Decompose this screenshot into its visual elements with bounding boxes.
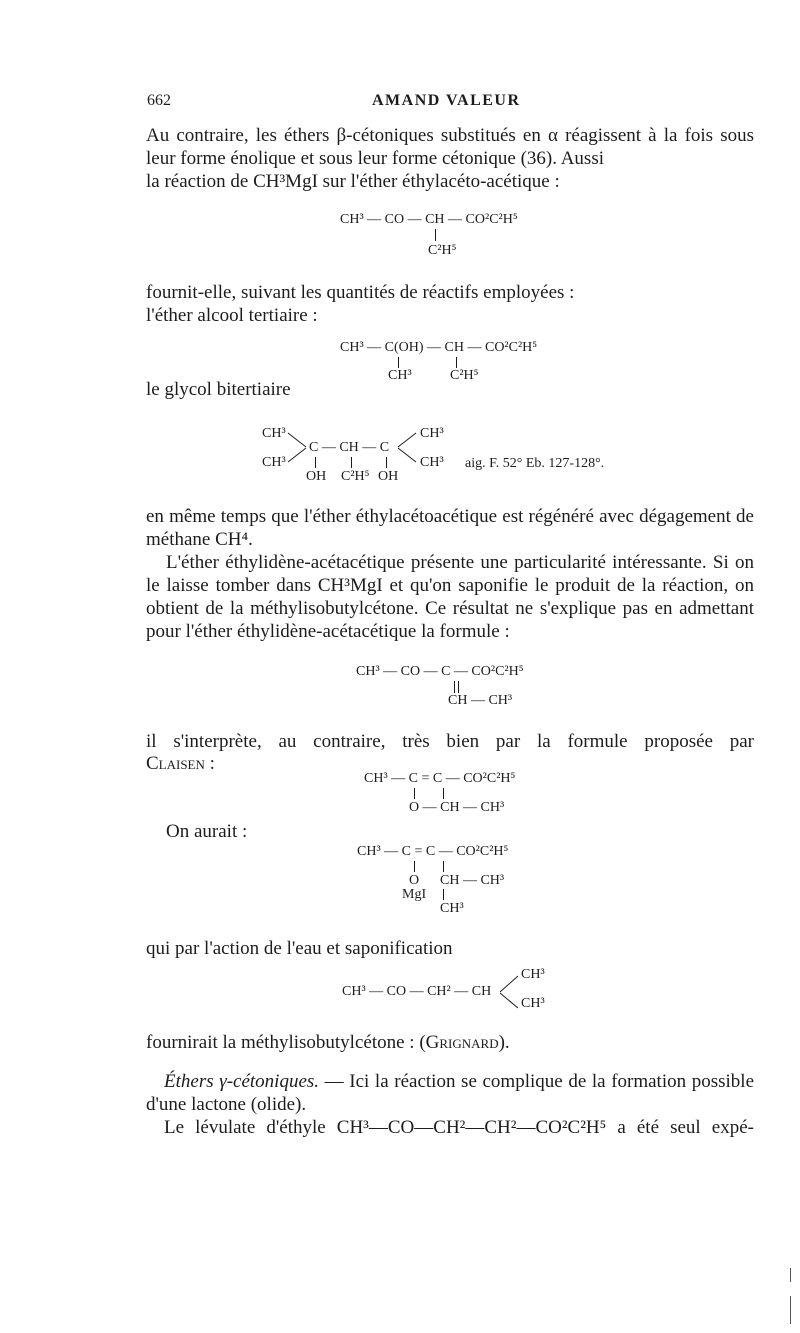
- paragraph-8: [146, 1031, 510, 1054]
- formula-6-bond-1: [414, 861, 415, 872]
- section-heading-gamma-ketonic: Éthers γ-cétoniques.: [164, 1071, 320, 1092]
- paragraph-10: Le lévulate d'éthyle CH³—CO—CH²—CH²—CO²C²H⁵ a été seul expé-: [164, 1117, 754, 1138]
- formula-3-sub-3: OH: [378, 469, 399, 484]
- formula-3-bond-2: [351, 457, 352, 468]
- formula-7-top-right: CH³: [521, 967, 545, 982]
- formula-6-bond-3: [443, 889, 444, 900]
- formula-2-sub-2: C²H⁵: [450, 368, 479, 383]
- paragraph-8-text: fournirait la méthylisobutylcétone : (: [146, 1032, 426, 1053]
- paragraph-4: L'éther éthylidène-acétacétique présente une particularité intéressante. Si on le laisse tomber dans CH³MgI et qu'on saponifie le produit de la réaction, on obtient de la méthylisobutylcétone. Ce résultat ne s'explique pas en admettant pour l'éther éthylidène-acétacétique la formule :: [146, 552, 754, 642]
- formula-5-main: CH³ — C = C — CO²C²H⁵: [364, 771, 516, 786]
- scan-mark-2: [790, 1296, 791, 1324]
- paragraph-8-close: ).: [498, 1032, 510, 1053]
- formula-2-sub-1: CH³: [388, 368, 412, 383]
- paragraph-2-b: l'éther alcool tertiaire :: [146, 305, 318, 326]
- formula-3-middle: C — CH — C: [309, 440, 390, 455]
- paragraph-5-b: Claisen :: [146, 753, 215, 774]
- formula-4-main: CH³ — CO — C — CO²C²H⁵: [356, 664, 524, 679]
- formula-3-top-right: CH³: [420, 426, 444, 441]
- formula-6-bond-2: [443, 861, 444, 872]
- formula-1-bond: [435, 229, 436, 241]
- formula-3-sub-1: OH: [306, 469, 327, 484]
- author-grignard: Grignard: [425, 1032, 499, 1053]
- formula-3-top-left: CH³: [262, 426, 286, 441]
- formula-2-main: CH³ — C(OH) — CH — CO²C²H⁵: [340, 340, 538, 355]
- formula-7-main: CH³ — CO — CH² — CH: [342, 984, 492, 999]
- paragraph-5-a: il s'interprète, au contraire, très bien par la formule proposée par: [146, 731, 754, 752]
- paragraph-7: qui par l'action de l'eau et saponification: [146, 938, 453, 959]
- paragraph-6: On aurait :: [166, 821, 248, 842]
- formula-6-mgi: MgI: [402, 887, 427, 902]
- formula-5-sub: O — CH — CH³: [409, 800, 505, 815]
- running-title: AMAND VALEUR: [372, 92, 521, 109]
- formula-6-main: CH³ — C = C — CO²C²H⁵: [357, 844, 509, 859]
- formula-3-note: aig. F. 52° Eb. 127-128°.: [465, 456, 605, 471]
- formula-5-bond-1: [414, 788, 415, 799]
- paragraph-9: [146, 1070, 754, 1116]
- formula-1-main: CH³ — CO — CH — CO²C²H⁵: [340, 212, 518, 227]
- paragraph-1-last-line: la réaction de CH³MgI sur l'éther éthylacéto-acétique :: [146, 171, 560, 192]
- formula-3-bottom-left: CH³: [262, 455, 286, 470]
- formula-2-bond-1: [398, 357, 399, 368]
- formula-3-bond-3: [386, 457, 387, 468]
- paragraph-1: Au contraire, les éthers β-cétoniques substitués en α réagissent à la fois sous leur forme énolique et sous leur forme cétonique (36). Aussi: [146, 125, 754, 169]
- formula-1-sub: C²H⁵: [428, 243, 457, 258]
- formula-7-bottom-right: CH³: [521, 996, 545, 1011]
- formula-6-o: O: [409, 873, 420, 888]
- formula-7-branch: [498, 973, 522, 1011]
- formula-5-bond-2: [443, 788, 444, 799]
- formula-3-sub-2: C²H⁵: [341, 469, 370, 484]
- paragraph-2: fournit-elle, suivant les quantités de réactifs employées :: [146, 282, 575, 303]
- paragraph-9-text: — Ici la réaction se complique de la formation possible d'une lactone (olide).: [146, 1071, 755, 1115]
- paragraph-3: en même temps que l'éther éthylacétoacétique est régénéré avec dégagement de méthane CH⁴.: [146, 506, 754, 550]
- page-number: 662: [147, 92, 171, 109]
- formula-3-left-branch: [286, 430, 310, 466]
- formula-6-ch3: CH³: [440, 901, 464, 916]
- formula-4-double-bond: [454, 681, 459, 693]
- formula-6-ch: CH — CH³: [440, 873, 505, 888]
- formula-2-bond-2: [456, 357, 457, 368]
- formula-3-bond-1: [315, 457, 316, 468]
- paragraph-2-c: le glycol bitertiaire: [146, 379, 291, 400]
- formula-3-bottom-right: CH³: [420, 455, 444, 470]
- formula-4-sub: CH — CH³: [448, 693, 513, 708]
- scan-mark-1: [790, 1268, 791, 1282]
- formula-3-right-branch: [396, 430, 420, 466]
